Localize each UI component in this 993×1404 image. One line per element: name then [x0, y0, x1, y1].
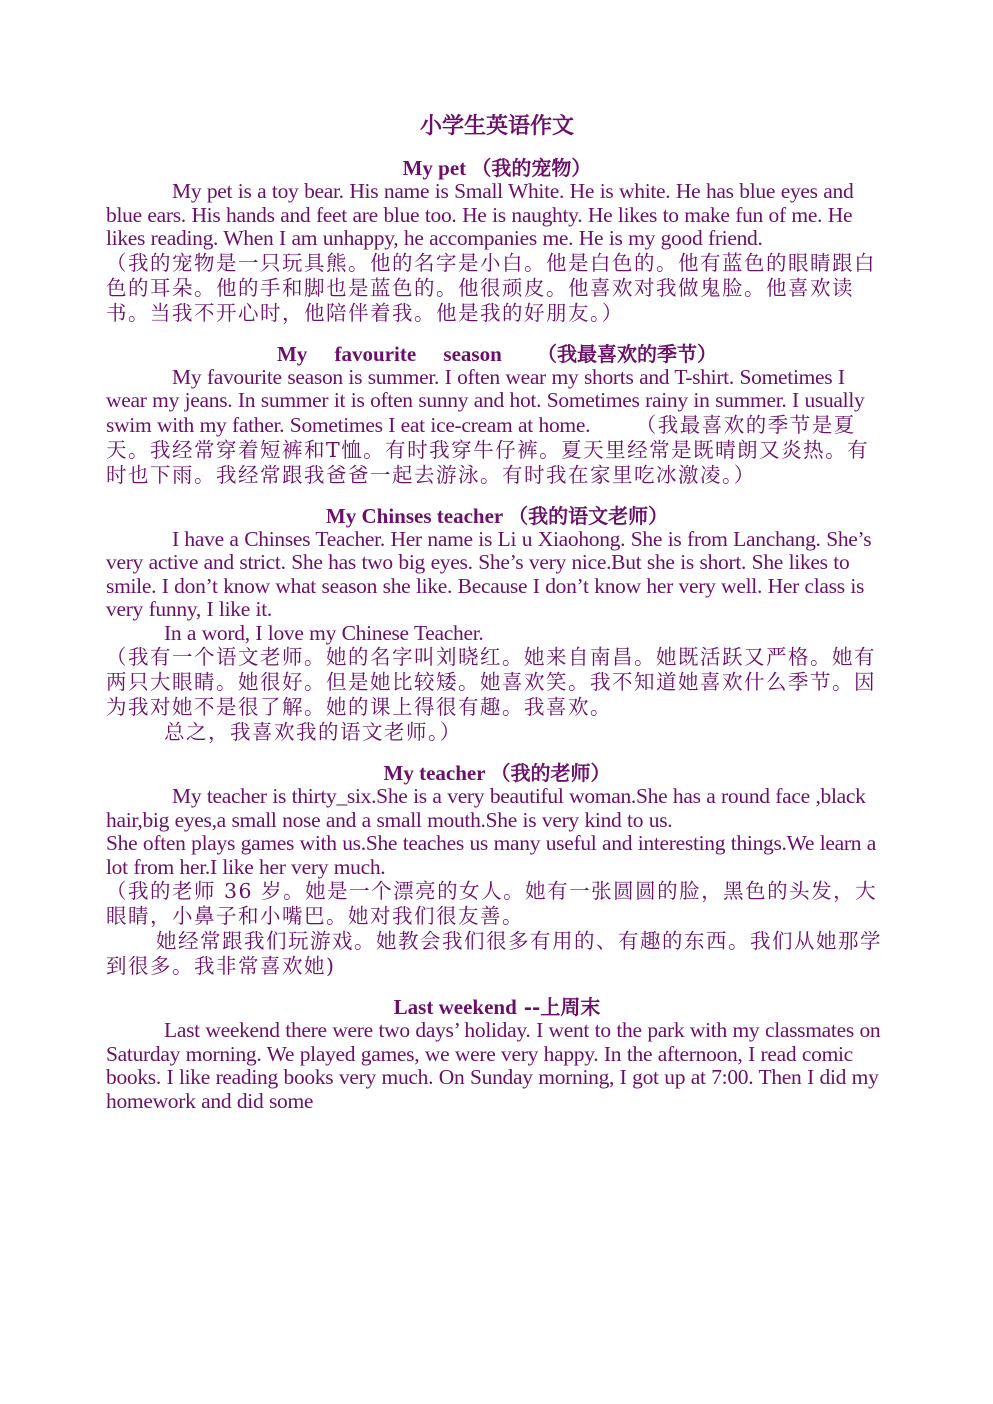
- section-title-cn: --上周末: [516, 995, 601, 1019]
- english-paragraph: Last weekend there were two days’ holiday. I went to the park with my classmates on Saturday morning. We played games, we were very happy. In the afternoon, I read comic books. I like reading books very much. On Sunday morning, I got up at 7:00. Then I did my homework and did some: [106, 1018, 881, 1113]
- section-title-my-pet: [106, 156, 888, 180]
- chinese-paragraph: （我的宠物是一只玩具熊。他的名字是小白。他是白色的。他有蓝色的眼睛跟白色的耳朵。他的手和脚也是蓝色的。他很顽皮。他喜欢对我做鬼脸。他喜欢读书。当我不开心时，他陪伴着我。他是我的好朋友。）: [106, 250, 876, 325]
- section-title-favourite-season: [106, 342, 888, 366]
- chinese-paragraph: （我有一个语文老师。她的名字叫刘晓红。她来自南昌。她既活跃又严格。她有两只大眼睛。她很好。但是她比较矮。她喜欢笑。我不知道她喜欢什么季节。因为我对她不是很了解。她的课上得很有趣。我喜欢。: [106, 645, 876, 719]
- section-title-cn: （我的老师）: [490, 761, 611, 785]
- document-page: [106, 112, 888, 1113]
- section-title-cn: （我的语文老师）: [508, 503, 669, 528]
- section-title-en: My pet: [402, 156, 467, 180]
- chinese-paragraph: （我的老师 36 岁。她是一个漂亮的女人。她有一张圆圆的脸，黑色的头发，大眼睛，小鼻子和小嘴巴。她对我们很友善。: [106, 879, 878, 928]
- english-paragraph: I have a Chinses Teacher. Her name is Li u Xiaohong. She is from Lanchang. She’s very active and strict. She has two big eyes. She’s very nice.But she is short. She likes to smile. I don’t know what season she like. Because I don’t know her very well. Her class is very funny, I like it.: [106, 526, 872, 621]
- english-text: My favourite season is summer. I often wear my shorts and T-shirt. Sometimes I wear my jeans. In summer it is often sunny and hot. Sometimes rainy in summer. I usually swim with my father. Sometimes I eat ice-cream at home.: [106, 364, 865, 437]
- section-title-my-teacher: [106, 761, 888, 785]
- chinese-text: （我最喜欢的季节是夏天。我经常穿着短裤和T恤。有时我穿牛仔裤。夏天里经常是既晴朗又炎热。有时也下雨。我经常跟我爸爸一起去游泳。有时我在家里吃冰激凌。）: [106, 412, 870, 487]
- chinese-paragraph-summary: 总之，我喜欢我的语文老师。）: [164, 720, 462, 744]
- chinese-paragraph-2: 她经常跟我们玩游戏。她教会我们很多有用的、有趣的东西。我们从她那学到很多。我非常喜欢她): [106, 929, 882, 978]
- english-paragraph: My pet is a toy bear. His name is Small White. He is white. He has blue eyes and blue ears. His hands and feet are blue too. He is naughty. He likes to make fun of me. He likes reading. When I am unhappy, he accompanies me. He is my good friend.: [106, 179, 854, 250]
- english-paragraph: [106, 366, 888, 488]
- section-title-en: My teacher: [383, 761, 486, 785]
- section-title-cn: （我的宠物）: [471, 156, 592, 180]
- section-title-en: My favourite season: [276, 341, 502, 366]
- section-title-cn: （我最喜欢的季节）: [537, 341, 718, 366]
- section-title-en: Last weekend: [393, 995, 517, 1019]
- english-paragraph-2: She often plays games with us.She teaches us many useful and interesting things.We learn a lot from her.I like her very much.: [106, 831, 877, 879]
- document-title: 小学生英语作文: [419, 113, 574, 139]
- section-title-en: My Chinses teacher: [325, 503, 503, 528]
- section-title-chinese-teacher: [106, 504, 888, 528]
- english-paragraph-summary: In a word, I love my Chinese Teacher.: [164, 620, 484, 645]
- section-title-last-weekend: [106, 995, 888, 1019]
- english-paragraph: My teacher is thirty_six.She is a very beautiful woman.She has a round face ,black hair,big eyes,a small nose and a small mouth.She is very kind to us.: [106, 784, 866, 832]
